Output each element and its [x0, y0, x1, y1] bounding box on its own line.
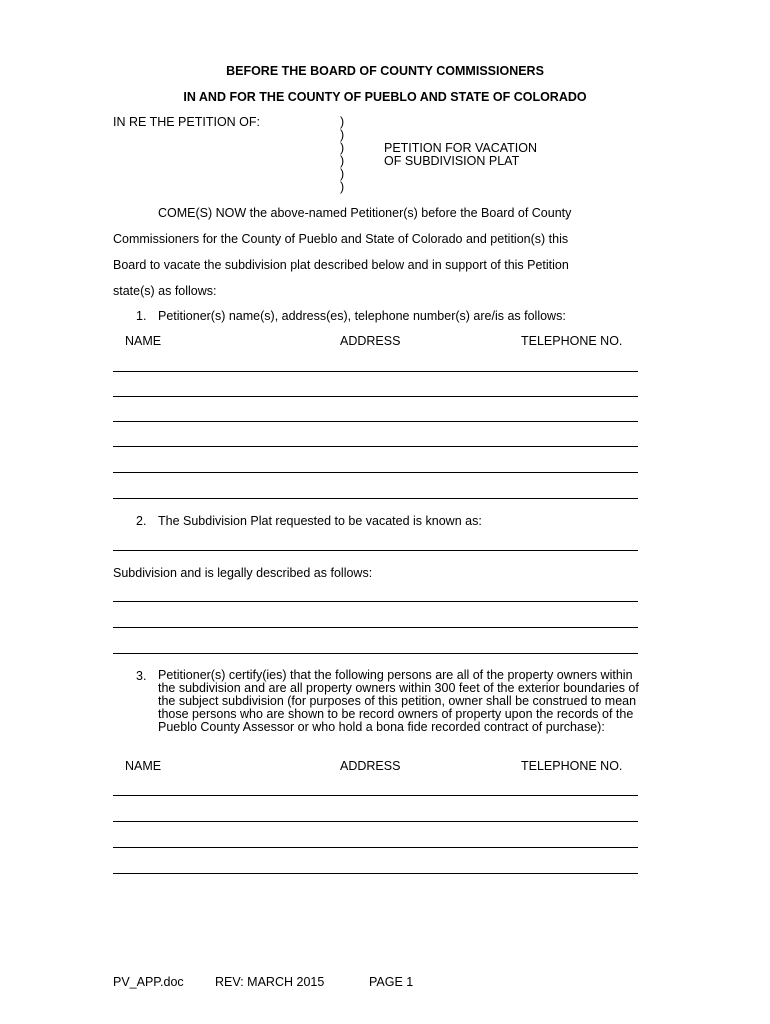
item-3-number: 3. — [136, 669, 147, 683]
intro-line-3: Board to vacate the subdivision plat described below and in support of this Petition — [113, 258, 569, 272]
caption-paren: ) — [340, 154, 345, 168]
column-address-header: ADDRESS — [340, 759, 401, 773]
item-2-text: The Subdivision Plat requested to be vacated is known as: — [158, 514, 482, 528]
footer-revision: REV: MARCH 2015 — [215, 975, 325, 989]
legal-description-line[interactable] — [113, 627, 638, 628]
legal-description-line[interactable] — [113, 653, 638, 654]
column-address-header: ADDRESS — [340, 334, 401, 348]
owner-entry-line[interactable] — [113, 821, 638, 822]
column-name-header: NAME — [125, 334, 162, 348]
legal-description-label: Subdivision and is legally described as follows: — [113, 566, 373, 580]
caption-paren: ) — [340, 128, 345, 142]
item-1-number: 1. — [136, 309, 147, 323]
header-line-1: BEFORE THE BOARD OF COUNTY COMMISSIONERS — [226, 64, 544, 78]
column-telephone-header: TELEPHONE NO. — [521, 334, 623, 348]
owner-entry-line[interactable] — [113, 873, 638, 874]
petitioner-entry-line[interactable] — [113, 498, 638, 499]
petitioner-entry-line[interactable] — [113, 446, 638, 447]
column-telephone-header: TELEPHONE NO. — [521, 759, 623, 773]
item-3-text: Petitioner(s) certify(ies) that the following persons are all of the property owners within the subdivision and are all property owners within 300 feet of the exterior boundaries of the subject subdivision (for purposes of this petition, owner shall be construed to mean those persons who are shown to be record owners of property upon the records of the Pueblo County Assessor or who hold a bona fide recorded contract of purchase): — [158, 668, 639, 734]
footer-page-number: PAGE 1 — [369, 975, 414, 989]
owner-entry-line[interactable] — [113, 795, 638, 796]
petitioner-entry-line[interactable] — [113, 396, 638, 397]
petitioner-entry-line[interactable] — [113, 472, 638, 473]
footer-filename: PV_APP.doc — [113, 975, 184, 989]
header-line-2: IN AND FOR THE COUNTY OF PUEBLO AND STATE OF COLORADO — [183, 90, 587, 104]
item-1-text: Petitioner(s) name(s), address(es), telephone number(s) are/is as follows: — [158, 309, 566, 323]
in-re-label: IN RE THE PETITION OF: — [113, 115, 261, 129]
caption-paren: ) — [340, 141, 345, 155]
petition-title-line-1: PETITION FOR VACATION — [384, 141, 538, 155]
petitioner-entry-line[interactable] — [113, 371, 638, 372]
petition-title-line-2: OF SUBDIVISION PLAT — [384, 154, 520, 168]
caption-paren: ) — [340, 167, 345, 181]
intro-line-4: state(s) as follows: — [113, 284, 217, 298]
subdivision-name-line[interactable] — [113, 550, 638, 551]
petitioner-entry-line[interactable] — [113, 421, 638, 422]
owner-entry-line[interactable] — [113, 847, 638, 848]
legal-description-line[interactable] — [113, 601, 638, 602]
item-2-number: 2. — [136, 514, 147, 528]
caption-paren: ) — [340, 115, 345, 129]
column-name-header: NAME — [125, 759, 162, 773]
caption-paren: ) — [340, 180, 345, 194]
intro-line-1: COME(S) NOW the above-named Petitioner(s) before the Board of County — [158, 206, 572, 220]
intro-line-2: Commissioners for the County of Pueblo and State of Colorado and petition(s) this — [113, 232, 569, 246]
